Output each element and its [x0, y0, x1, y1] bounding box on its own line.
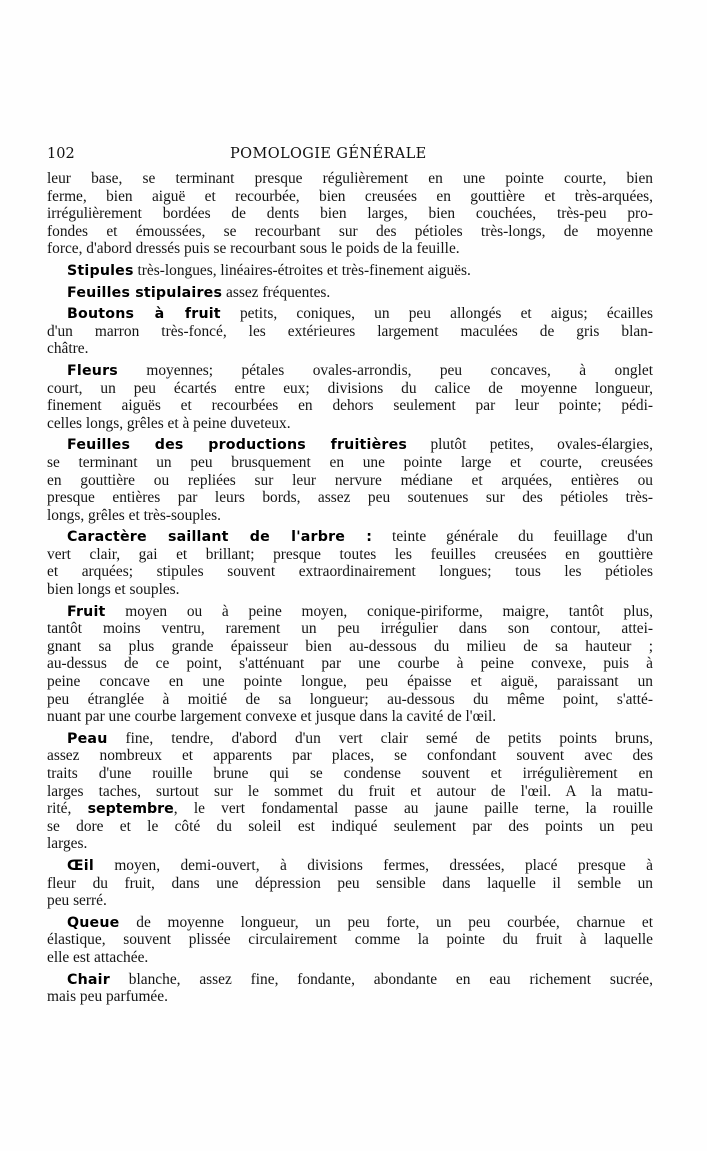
entry-term: Boutons à fruit [67, 306, 221, 323]
text-line: larges taches, surtout sur le sommet du fruit et autour de l'œil. A la matu- [47, 782, 653, 800]
entry-paragraph [47, 971, 653, 1006]
entry-paragraph [47, 362, 653, 432]
entry-term: Fleurs [67, 362, 118, 379]
text-line: Fleurs moyennes; pétales ovales-arrondis, peu concaves, à onglet [67, 361, 653, 379]
running-title: POMOLOGIE GÉNÉRALE [230, 146, 427, 162]
text-line: élastique, souvent plissée circulairement comme la pointe du fruit à laquelle [47, 931, 653, 949]
text-line: mais peu parfumée. [47, 988, 168, 1006]
text-line: Peau fine, tendre, d'abord d'un vert clair semé de petits points bruns, [67, 729, 653, 747]
text-line: leur base, se terminant presque régulièrement en une pointe courte, bien [47, 170, 653, 187]
text-line: Queue de moyenne longueur, un peu forte, un peu courbée, charnue et [67, 913, 653, 931]
entry-paragraph [47, 914, 653, 967]
entry-paragraph [47, 857, 653, 910]
entry-paragraph [47, 436, 653, 524]
text-line: Chair blanche, assez fine, fondante, abondante en eau richement sucrée, [67, 970, 653, 988]
text-line: assez nombreux et apparents par places, se confondant souvent avec des [47, 747, 653, 765]
text-line: et arquées; stipules souvent extraordinairement longues; tous les pétioles [47, 563, 653, 581]
text-line: Boutons à fruit petits, coniques, un peu allongés et aigus; écailles [67, 305, 653, 323]
entry-paragraph [47, 262, 653, 280]
text-line: vert clair, gai et brillant; presque toutes les feuilles creusées en gouttière [47, 545, 653, 563]
text-line: Caractère saillant de l'arbre : teinte générale du feuillage d'un [67, 528, 653, 546]
text-line: Feuilles stipulaires assez fréquentes. [67, 283, 331, 301]
text-line: finement aiguës et recourbées en dehors seulement par leur pointe; pédi- [47, 397, 653, 415]
text-line: rité, septembre, le vert fondamental passe au jaune paille terne, la rouille [47, 800, 653, 818]
page-header [47, 146, 653, 166]
text-line: Stipules très-longues, linéaires-étroites et très-finement aiguës. [67, 261, 471, 279]
entry-term: Œil [67, 857, 94, 874]
text-line: au-dessus de ce point, s'atténuant par une courbe à peine convexe, puis à [47, 655, 653, 673]
text-line: court, un peu écartés entre eux; divisions du calice de moyenne longueur, [47, 379, 653, 397]
text-line: châtre. [47, 340, 89, 358]
page-body [47, 170, 653, 1010]
text-line: irrégulièrement bordées de dents bien larges, bien couchées, très-peu pro- [47, 205, 653, 223]
entry-term: Feuilles des productions fruitières [67, 437, 408, 454]
text-line: se dore et le côté du soleil est indiqué seulement par des points un peu [47, 817, 653, 835]
text-line: d'un marron très-foncé, les extérieures largement maculées de gris blan- [47, 322, 653, 340]
text-line: longs, grêles et très-souples. [47, 506, 221, 524]
text-line: gnant sa plus grande épaisseur bien au-dessous du milieu de sa hauteur ; [47, 637, 653, 655]
entry-paragraph [47, 603, 653, 726]
entry-paragraph [47, 284, 653, 302]
entry-term: Feuilles stipulaires [67, 284, 223, 301]
text-line: en gouttière ou repliées sur leur nervure médiane et arquées, entières ou [47, 471, 653, 489]
text-line: peu serré. [47, 892, 107, 910]
text-line: fondes et émoussées, se recourbant sur des pétioles très-longs, de moyenne [47, 222, 653, 240]
text-line: Fruit moyen ou à peine moyen, conique-piriforme, maigre, tantôt plus, [67, 602, 653, 620]
text-line: presque entières par leurs bords, assez peu soutenues sur des pétioles très- [47, 489, 653, 507]
continuation-paragraph [47, 170, 653, 258]
text-line: traits d'une rouille brune qui se condense souvent et irrégulièrement en [47, 765, 653, 782]
text-line: fleur du fruit, dans une dépression peu sensible dans laquelle il semble un [47, 874, 653, 892]
text-line: tantôt moins ventru, rarement un peu irrégulier dans son contour, attei- [47, 620, 653, 638]
text-line: celles longs, grêles et à peine duveteux. [47, 414, 291, 432]
entry-paragraph [47, 305, 653, 358]
text-line: force, d'abord dressés puis se recourbant sous le poids de la feuille. [47, 240, 460, 258]
entry-term: Queue [67, 914, 120, 931]
entry-term: Peau [67, 730, 108, 747]
text-line: Œil moyen, demi-ouvert, à divisions fermes, dressées, placé presque à [67, 856, 653, 874]
text-line: peu étranglée à moitié de sa longueur; au-dessous du même point, s'atté- [47, 690, 653, 708]
text-line: elle est attachée. [47, 948, 149, 966]
entry-paragraph [47, 730, 653, 853]
page-number: 102 [47, 146, 75, 162]
text-line: Feuilles des productions fruitières plutôt petites, ovales-élargies, [67, 436, 653, 454]
text-line: bien longs et souples. [47, 581, 180, 599]
entry-term: Fruit [67, 603, 106, 620]
text-line: larges. [47, 835, 88, 853]
text-line: nuant par une courbe largement convexe et jusque dans la cavité de l'œil. [47, 708, 497, 726]
inline-emphasis: septembre [87, 801, 174, 818]
entry-term: Caractère saillant de l'arbre : [67, 529, 373, 546]
entry-paragraph [47, 528, 653, 598]
entry-term: Chair [67, 971, 110, 988]
text-line: se terminant un peu brusquement en une pointe large et courte, creusées [47, 453, 653, 471]
text-line: peine concave en une pointe longue, peu épaisse et aiguë, paraissant un [47, 673, 653, 691]
text-line: ferme, bien aiguë et recourbée, bien creusées en gouttière et très-arquées, [47, 187, 653, 205]
entry-term: Stipules [67, 262, 134, 279]
